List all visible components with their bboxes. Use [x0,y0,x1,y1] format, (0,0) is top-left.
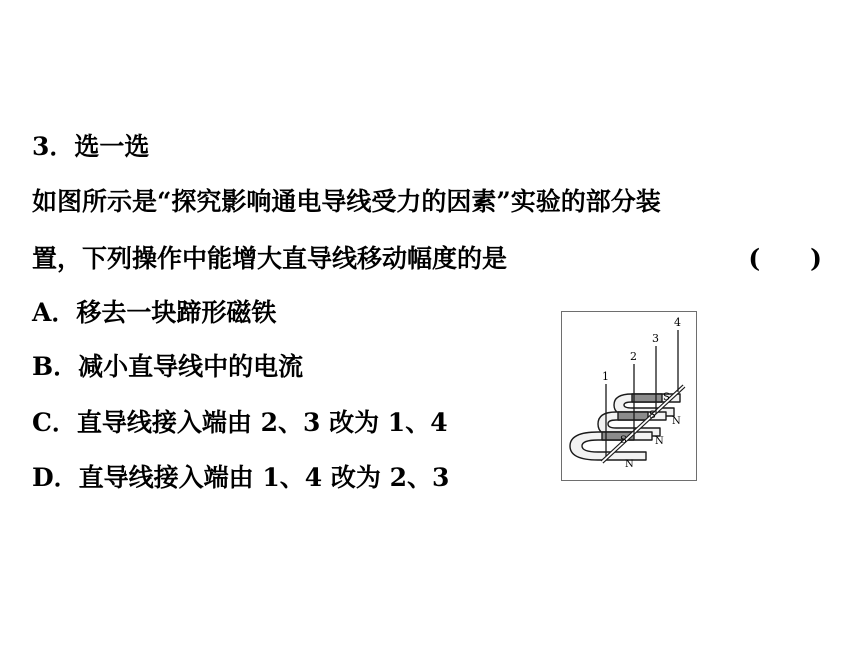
pole-label-middle-s: S [649,410,656,421]
terminal-2-label: 2 [630,350,637,363]
terminal-4-label: 4 [674,316,681,329]
option-b[interactable]: B．减小直导线中的电流 [32,352,304,381]
question-title: 3．选一选 [32,132,150,161]
magnet-apparatus-figure [561,311,697,481]
pole-label-back-s: S [663,392,670,403]
terminal-1-label: 1 [602,370,609,383]
option-a[interactable]: A．移去一块蹄形磁铁 [32,298,277,327]
pole-label-back-n: N [672,416,681,427]
magnet-apparatus-illustration [562,312,696,480]
pole-label-front-n: N [625,459,634,470]
terminal-3-label: 3 [652,332,659,345]
question-stem-line-2 [32,244,822,274]
answer-bracket[interactable]: ( ) [748,244,822,273]
pole-label-middle-n: N [655,436,664,447]
option-d[interactable]: D．直导线接入端由 1、4 改为 2、3 [32,463,450,492]
pole-label-front-s: S [620,435,627,446]
question-stem-line-2-text: 置，下列操作中能增大直导线移动幅度的是 [32,244,508,273]
option-c[interactable]: C．直导线接入端由 2、3 改为 1、4 [32,408,448,437]
question-stem-line-1: 如图所示是“探究影响通电导线受力的因素”实验的部分装 [32,187,661,216]
